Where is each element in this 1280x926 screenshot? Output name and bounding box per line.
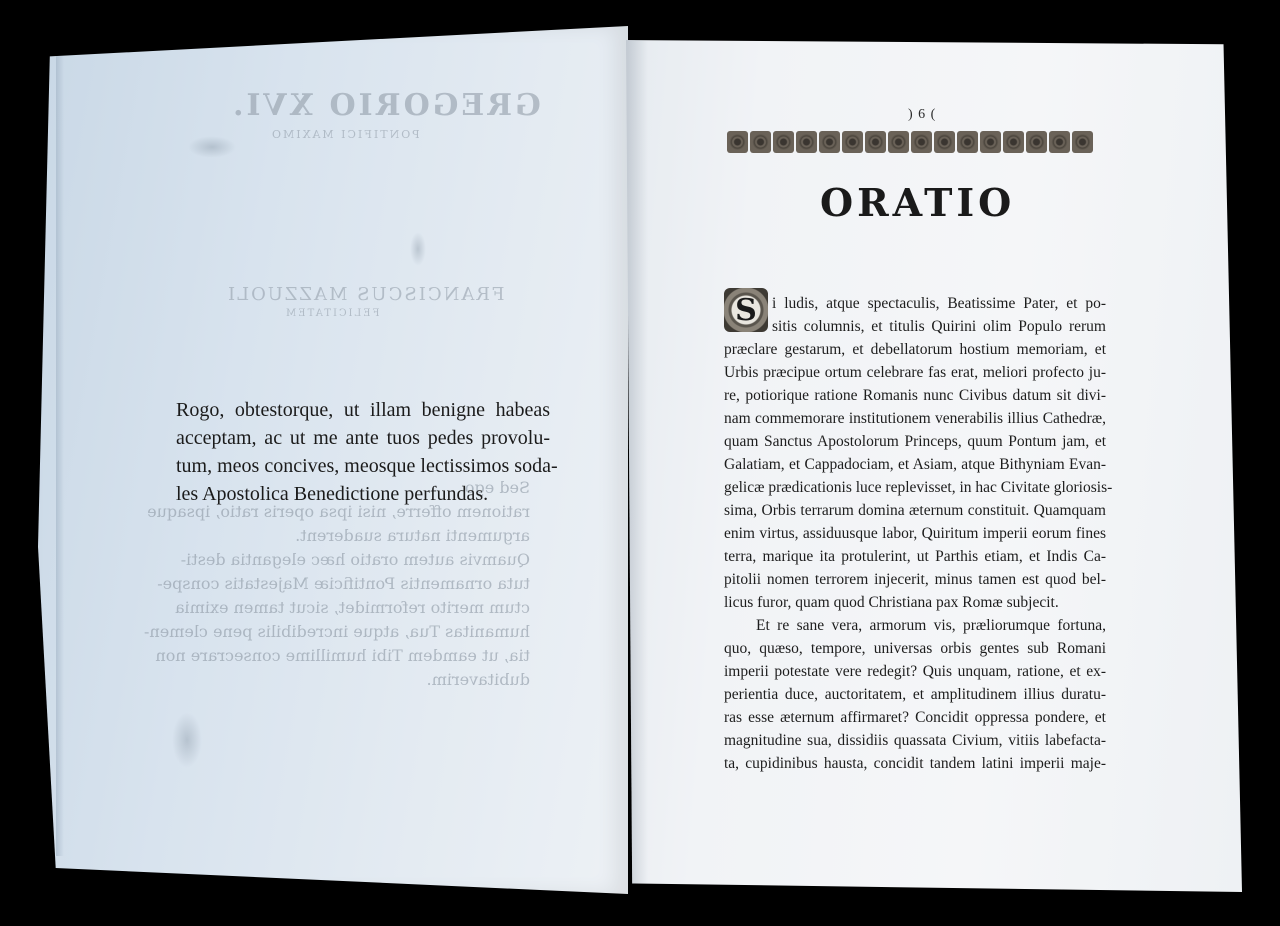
show-through-line: tuta ornamentis Pontificiæ Majestatis conspe- (157, 574, 530, 593)
ornament-tile (865, 131, 886, 153)
show-through-greeting: FELICITATEM (284, 308, 380, 319)
text-line: quam Sanctus Apostolorum Princeps, quum Pontum jam, et (724, 433, 1106, 450)
ornament-tile (727, 131, 748, 153)
ornament-tile (980, 131, 1001, 153)
ornament-tile (819, 131, 840, 153)
drop-cap-letter: S (735, 292, 757, 328)
page-number: ) 6 ( (908, 107, 937, 122)
show-through-body (144, 476, 530, 692)
ornament-tile (957, 131, 978, 153)
text-line: sitis columnis, et titulis Quirini olim Populo rerum (772, 318, 1106, 335)
text-line: Urbis præcipue ortum celebrare fas erat, meliori profecto ju- (724, 364, 1106, 381)
show-through-line: tia, ut eamdem Tibi humillime consecrare non (155, 646, 530, 665)
ornament-tile (888, 131, 909, 153)
text-line: gelicæ prædicationis luce replevisset, in hac Civitate gloriosis- (724, 479, 1113, 496)
text-line: pitolii nomen terrorem injecerit, minus tamen est quod bel- (724, 571, 1106, 588)
text-line: ras esse æternum affirmaret? Concidit oppressa pondere, et (724, 709, 1106, 726)
ornamental-header-band (727, 131, 1093, 155)
ornament-tile (1026, 131, 1047, 153)
text-line: sima, Orbis terrarum domina æternum constituit. Quamquam (724, 502, 1106, 519)
show-through-author: FRANCISCUS MAZZUOLI (226, 284, 505, 305)
text-line: Galatiam, et Cappadociam, et Asiam, atque Bithyniam Evan- (724, 456, 1106, 473)
text-line: licus furor, quam quod Christiana pax Romæ subjecit. (724, 594, 1059, 611)
dedication-line: Rogo, obtestorque, ut illam benigne habeas (176, 399, 550, 421)
text-line: re, potiorique ratione Romanis nunc Civibus datum sit divi- (724, 387, 1106, 404)
ornament-tile (750, 131, 771, 153)
page-edge (56, 56, 64, 856)
ink-smudge (410, 232, 426, 266)
show-through-line: argumenti natura suaderent. (295, 526, 530, 545)
text-line: imperii potestate vere redegit? Quis unquam, ratione, et ex- (724, 663, 1106, 680)
show-through-line: Sed ego (464, 478, 530, 497)
ornament-tile (773, 131, 794, 153)
text-line: i ludis, atque spectaculis, Beatissime Pater, et po- (772, 295, 1106, 312)
ornament-tile (911, 131, 932, 153)
show-through-line: rationem offerre, nisi ipsa operis ratio, ipsaque (147, 502, 530, 521)
ornament-tile (1049, 131, 1070, 153)
dedication-line: acceptam, ac ut me ante tuos pedes provolu- (176, 427, 550, 449)
dedication-line: tum, meos concives, meosque lectissimos soda- (176, 455, 558, 477)
text-line: præclare gestarum, et debellatorum hostium memoriam, et (724, 341, 1106, 358)
show-through-line: Quamvis autem oratio hæc elegantia desti- (180, 550, 530, 569)
text-line: nam commemorare institutionem venerabilis illius Cathedræ, (724, 410, 1106, 427)
show-through-title: GREGORIO XVI. (230, 88, 541, 123)
section-heading: ORATIO (820, 180, 1016, 225)
text-line: quo, quæso, tempore, universas orbis gentes sub Romani (724, 640, 1106, 657)
text-line: terra, marique ita protulerint, ut Parthis etiam, et Indis Ca- (724, 548, 1106, 565)
text-line: enim virtus, assiduusque labor, Quiritum imperii eorum fines (724, 525, 1106, 542)
dedication-line: les Apostolica Benedictione perfundas. (176, 483, 489, 505)
text-line: Et re sane vera, armorum vis, præliorumque fortuna, (756, 617, 1106, 634)
show-through-subtitle: PONTIFICI MAXIMO (270, 128, 420, 141)
oration-body (724, 292, 1113, 775)
text-line: ta, cupidinibus hausta, concidit tandem latini imperii maje- (724, 755, 1106, 772)
text-line: magnitudine sua, dissidiis quassata Civium, vitiis labefacta- (724, 732, 1106, 749)
text-line: perientia duce, auctoritatem, et amplitudinem illius duratu- (724, 686, 1106, 703)
show-through-line: dubitaverim. (426, 670, 530, 689)
show-through-line: ctum merito reformidet, sicut tamen eximia (175, 598, 530, 617)
ink-smudge (188, 136, 236, 158)
ornament-tile (1072, 131, 1093, 153)
dedication-text (176, 396, 558, 508)
ornament-tile (934, 131, 955, 153)
show-through-line: humanitas Tua, atque incredibilis pene clemen- (144, 622, 530, 641)
ornament-tile (796, 131, 817, 153)
page-gutter-shadow (626, 40, 648, 892)
ink-smudge (172, 712, 202, 768)
ornament-tile (842, 131, 863, 153)
ornament-tile (1003, 131, 1024, 153)
